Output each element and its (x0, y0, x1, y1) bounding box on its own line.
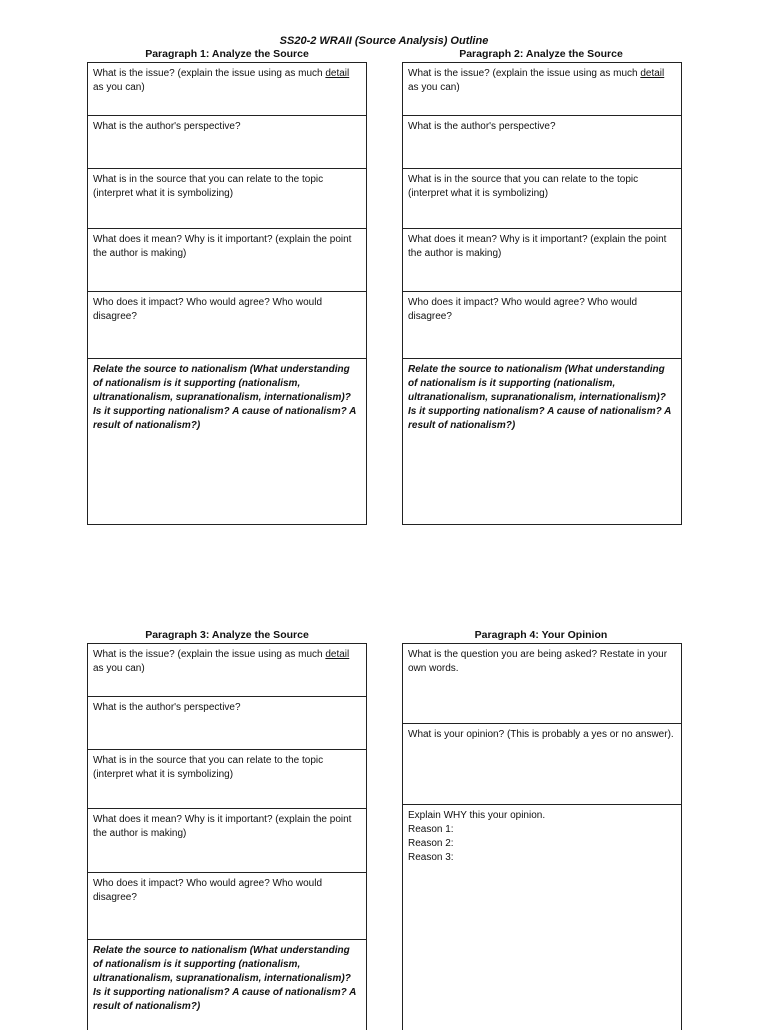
detail-underline: detail (325, 68, 350, 79)
p1-perspective-cell[interactable]: What is the author's perspective? (88, 116, 366, 169)
p1-impact-cell[interactable]: Who does it impact? Who would agree? Who would disagree? (88, 292, 366, 359)
p2-impact-cell[interactable]: Who does it impact? Who would agree? Who would disagree? (403, 292, 681, 359)
paragraph2-table (402, 62, 682, 525)
paragraph2-heading: Paragraph 2: Analyze the Source (459, 48, 623, 60)
p4-explain-text: Explain WHY this your opinion. (408, 810, 546, 821)
p2-nationalism-cell[interactable]: Relate the source to nationalism (What understanding of nationalism is it supporting (nationalism, ultranationalism, supranationalism, internationalism)? Is it supporting nationalism? A cause of nationalism? A result of nationalism?) (408, 364, 671, 431)
p1-relate-topic-cell[interactable]: What is in the source that you can relate to the topic (interpret what it is symbolizing) (88, 169, 366, 229)
p3-nationalism-cell[interactable]: Relate the source to nationalism (What understanding of nationalism is it supporting (nationalism, ultranationalism, supranationalism, internationalism)? Is it supporting nationalism? A cause of nationalism? A result of nationalism?) (93, 945, 356, 1012)
document-title: SS20-2 WRAII (Source Analysis) Outline (279, 35, 489, 47)
paragraph4-heading: Paragraph 4: Your Opinion (474, 629, 608, 641)
p3-meaning-cell[interactable]: What does it mean? Why is it important? (explain the point the author is making) (88, 809, 366, 873)
paragraph3-table (87, 643, 367, 1030)
p1-issue-cell[interactable]: What is the issue? (explain the issue using as much detail as you can) (88, 63, 366, 116)
paragraph4-table (402, 643, 682, 1030)
p3-perspective-cell[interactable]: What is the author's perspective? (88, 697, 366, 750)
paragraph3-heading: Paragraph 3: Analyze the Source (145, 629, 309, 641)
p1-meaning-cell[interactable]: What does it mean? Why is it important? (explain the point the author is making) (88, 229, 366, 292)
p2-relate-topic-cell[interactable]: What is in the source that you can relate to the topic (interpret what it is symbolizing) (403, 169, 681, 229)
detail-underline: detail (325, 649, 350, 660)
p4-reason2-label: Reason 2: (408, 838, 454, 849)
p2-issue-cell[interactable]: What is the issue? (explain the issue using as much detail as you can) (403, 63, 681, 116)
p4-reason3-label: Reason 3: (408, 852, 454, 863)
p2-meaning-cell[interactable]: What does it mean? Why is it important? (explain the point the author is making) (403, 229, 681, 292)
p4-reasons-cell[interactable] (403, 805, 681, 1030)
paragraph1-heading: Paragraph 1: Analyze the Source (145, 48, 309, 60)
p3-issue-cell[interactable]: What is the issue? (explain the issue using as much detail as you can) (88, 644, 366, 697)
paragraph1-table (87, 62, 367, 525)
p3-impact-cell[interactable]: Who does it impact? Who would agree? Who would disagree? (88, 873, 366, 940)
detail-underline: detail (640, 68, 665, 79)
p4-question-cell[interactable]: What is the question you are being asked? Restate in your own words. (403, 644, 681, 724)
p3-relate-topic-cell[interactable]: What is in the source that you can relate to the topic (interpret what it is symbolizing) (88, 750, 366, 809)
p4-reason1-label: Reason 1: (408, 824, 454, 835)
p4-opinion-cell[interactable]: What is your opinion? (This is probably a yes or no answer). (403, 724, 681, 805)
p1-nationalism-cell[interactable]: Relate the source to nationalism (What understanding of nationalism is it supporting (nationalism, ultranationalism, supranationalism, internationalism)? Is it supporting nationalism? A cause of nationalism? A result of nationalism?) (93, 364, 356, 431)
p2-perspective-cell[interactable]: What is the author's perspective? (403, 116, 681, 169)
